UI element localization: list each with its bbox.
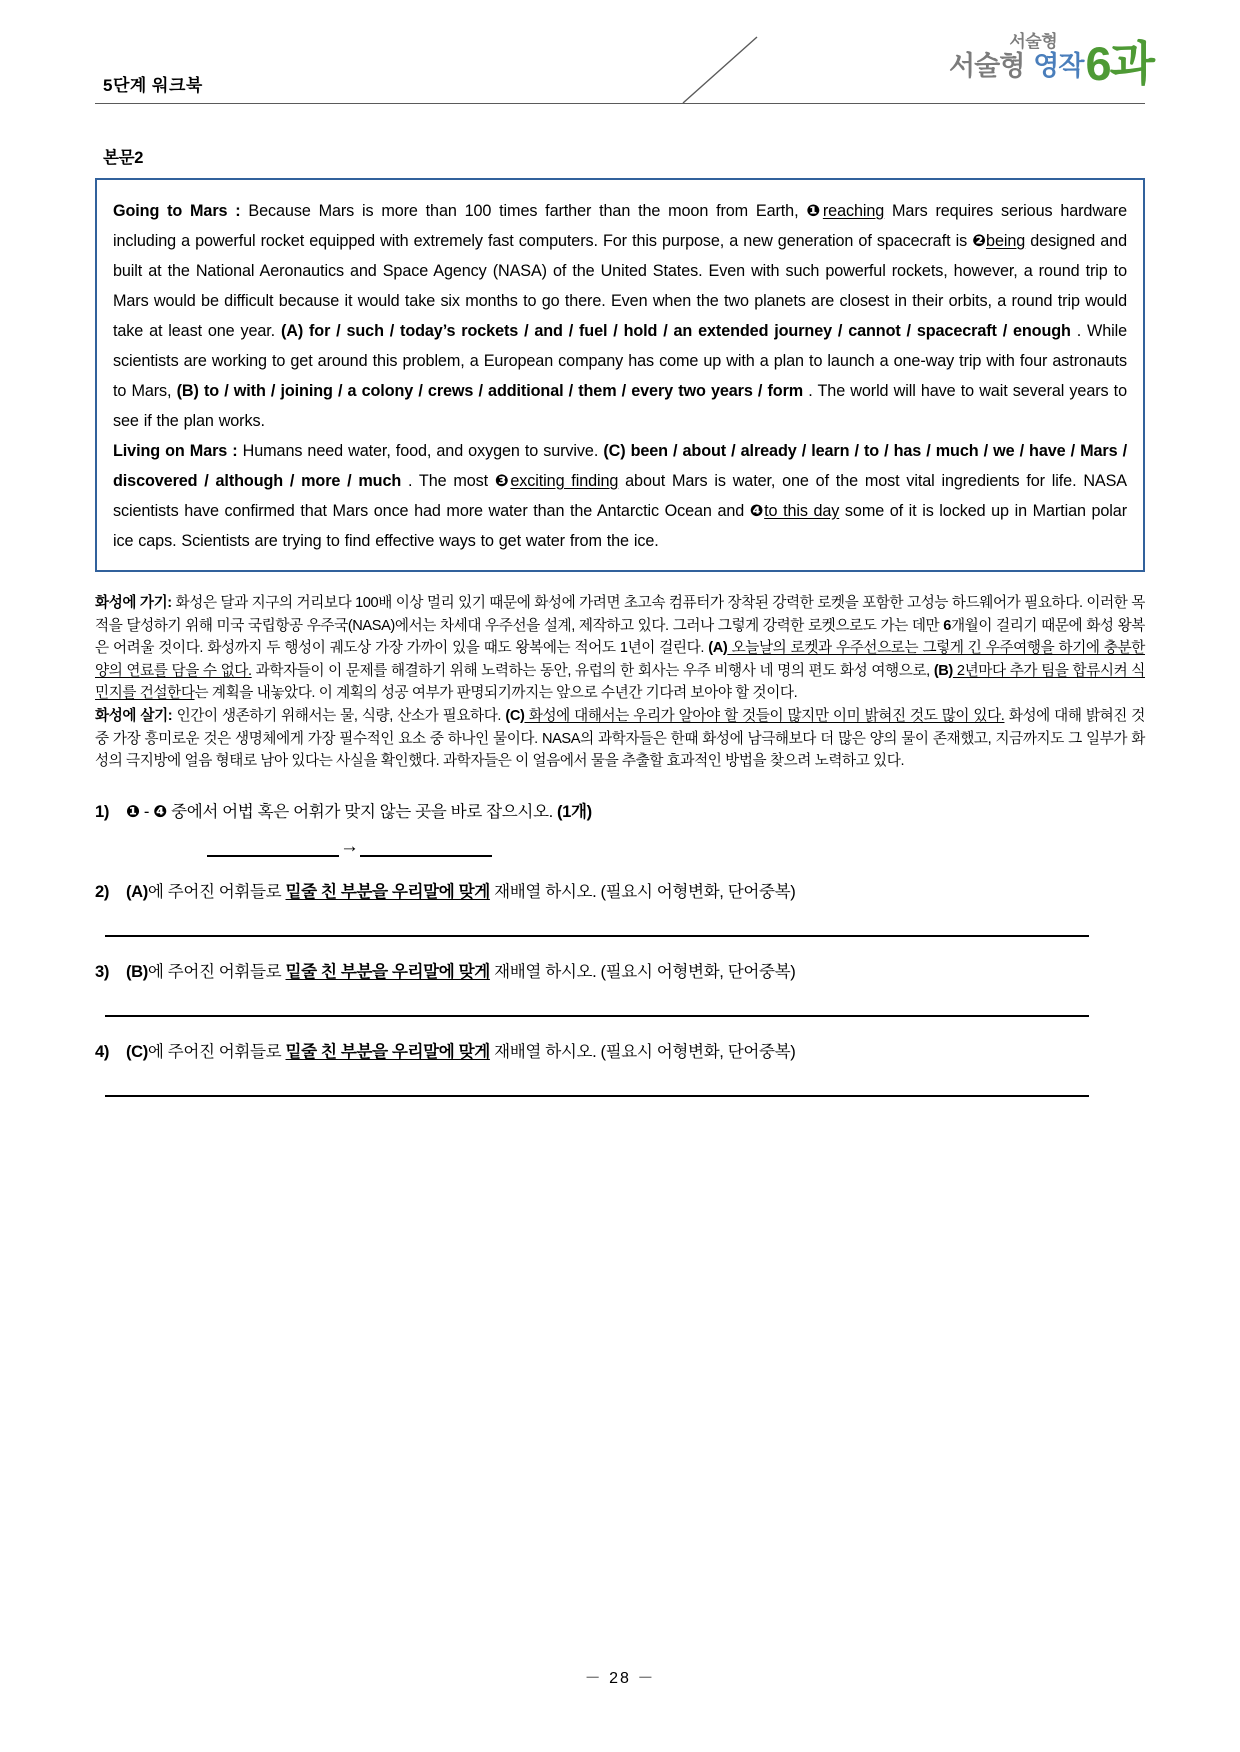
marker-2-icon: ❷ bbox=[972, 232, 987, 250]
underlined-reaching: reaching bbox=[822, 202, 885, 220]
question-1-count: (1개) bbox=[557, 801, 592, 821]
korean-paragraph-living-on-mars bbox=[95, 705, 1145, 773]
passage-seg-4: . While scientists are working to get around this problem, a European company has come up with a plan to launch a one-way trip with four astronauts to Mars, bbox=[113, 322, 1127, 400]
question-1-marker-from-icon: ❶ bbox=[126, 801, 140, 821]
passage-seg-5: . The world will have to wait several years to see if the plan works. bbox=[113, 382, 1127, 430]
passage-colon-2: : bbox=[227, 442, 243, 460]
badge-main-row bbox=[949, 53, 1083, 80]
sequence-c-words: been / about / already / learn / to / has / much / we / have / Mars / discovered / although / more / much bbox=[113, 442, 1127, 490]
sequence-b-words: to / with / joining / a colony / crews / additional / them / every two years / form bbox=[198, 382, 804, 400]
question-1-answer-row bbox=[207, 837, 1145, 857]
sequence-a-words: for / such / today’s rockets / and / fuel / hold / an extended journey / cannot / spacecraft / enough bbox=[303, 322, 1071, 340]
korean-label-b: (B) bbox=[933, 662, 953, 679]
question-4-seg-1: 에 주어진 어휘들로 bbox=[147, 1041, 286, 1061]
korean-seg-6: 화성에 대해 밝혀진 것 중 가장 흥미로운 것은 생명체에게 가장 필수적인 요소 중 하나인 물이다. NASA의 과학자들은 한때 화성에 남극해보다 더 많은 양의 물이 존재했고, 지금까지도 그 일부가 화성의 극지방에 얼음 형태로 남아 있다는 사실을 확인했다. 과학자들은 이 얼음에서 물을 추출할 효과적인 방법을 찾으려 노력하고 있다. bbox=[95, 707, 1145, 770]
question-2-tail: (필요시 어형변화, 단어중복) bbox=[600, 881, 796, 901]
question-3-answer-line[interactable] bbox=[105, 1015, 1089, 1017]
korean-heading-living-on-mars: 화성에 살기: bbox=[95, 707, 173, 724]
badge-text-stack bbox=[949, 33, 1083, 84]
korean-translation-block bbox=[95, 592, 1145, 773]
passage-paragraph-living-on-mars bbox=[113, 436, 1127, 556]
question-4-text bbox=[126, 1039, 1145, 1065]
passage-seg-3: designed and built at the National Aeronautics and Space Agency (NASA) of the United States. Even with such powerful rockets, however, a round trip to Mars would be difficult because it would take six months to go there. Even when the two planets are closest in their orbits, a round trip would take at least one year. bbox=[113, 232, 1127, 340]
question-3-seg-2: 재배열 하시오. bbox=[489, 961, 601, 981]
sequence-a-label: (A) bbox=[280, 322, 304, 340]
passage-paragraph-going-to-mars bbox=[113, 196, 1127, 436]
korean-heading-going-to-mars: 화성에 가기: bbox=[95, 595, 172, 611]
korean-bold-six: 6 bbox=[943, 617, 951, 634]
lesson-badge bbox=[949, 0, 1153, 90]
question-1-number: 1) bbox=[95, 801, 109, 821]
section-label: 본문2 bbox=[103, 149, 144, 167]
arrow-icon: → bbox=[340, 836, 359, 858]
question-3-number: 3) bbox=[95, 961, 109, 981]
question-2-text bbox=[126, 879, 1145, 905]
korean-label-c: (C) bbox=[505, 707, 525, 724]
question-2-underlined: 밑줄 친 부분을 우리말에 맞게 bbox=[285, 881, 490, 901]
korean-label-a: (A) bbox=[708, 640, 728, 657]
questions-section bbox=[95, 799, 1145, 1097]
question-4-label: (C) bbox=[126, 1041, 148, 1061]
question-1-answer-blank-right[interactable] bbox=[360, 837, 492, 857]
question-3-seg-1: 에 주어진 어휘들로 bbox=[147, 961, 286, 981]
question-item-2 bbox=[95, 879, 1145, 905]
korean-seg-5: 인간이 생존하기 위해서는 물, 식량, 산소가 필요하다. bbox=[172, 707, 506, 724]
question-4-answer-line[interactable] bbox=[105, 1095, 1089, 1097]
question-item-3 bbox=[95, 959, 1145, 985]
question-3-underlined: 밑줄 친 부분을 우리말에 맞게 bbox=[285, 961, 490, 981]
question-2-answer-line[interactable] bbox=[105, 935, 1089, 937]
badge-superscript-label: 서술형 bbox=[1009, 32, 1058, 51]
question-3-tail: (필요시 어형변화, 단어중복) bbox=[600, 961, 796, 981]
sequence-b-label: (B) bbox=[176, 382, 199, 400]
korean-seg-4: 는 계획을 내놓았다. 이 계획의 성공 여부가 판명되기까지는 앞으로 수년간 기다려 보아야 할 것이다. bbox=[194, 685, 798, 702]
korean-seg-3: 과학자들이 이 문제를 해결하기 위해 노력하는 동안, 유럽의 한 회사는 우주 비행사 네 명의 편도 화성 여행으로, bbox=[251, 662, 934, 679]
workbook-title: 5단계 워크북 bbox=[103, 76, 203, 95]
question-3-label: (B) bbox=[126, 961, 148, 981]
badge-lesson-number: 6과 bbox=[1085, 36, 1153, 90]
passage-seg-6: Humans need water, food, and oxygen to survive. bbox=[242, 442, 604, 460]
marker-3-icon: ❸ bbox=[494, 472, 511, 490]
passage-heading-living-on-mars: Living on Mars bbox=[113, 442, 228, 460]
page-header bbox=[95, 0, 1153, 118]
question-4-tail: (필요시 어형변화, 단어중복) bbox=[600, 1041, 796, 1061]
passage-box bbox=[95, 178, 1145, 572]
passage-seg-1: Because Mars is more than 100 times farther than the moon from Earth, bbox=[248, 202, 807, 220]
header-divider bbox=[95, 103, 1145, 104]
badge-blue-label: 영작 bbox=[1033, 51, 1084, 81]
question-4-seg-2: 재배열 하시오. bbox=[489, 1041, 601, 1061]
underlined-exciting-finding: exciting finding bbox=[510, 472, 619, 490]
korean-underlined-c: 화성에 대해서는 우리가 알아야 할 것들이 많지만 이미 밝혀진 것도 많이 있다. bbox=[524, 707, 1005, 724]
question-item-4 bbox=[95, 1039, 1145, 1065]
question-2-seg-1: 에 주어진 어휘들로 bbox=[147, 881, 286, 901]
question-1-dash: - bbox=[139, 801, 154, 821]
underlined-being: being bbox=[986, 232, 1026, 250]
marker-4-icon: ❹ bbox=[749, 502, 765, 520]
badge-gray-label: 서술형 bbox=[949, 51, 1025, 81]
korean-seg-2: 개월이 걸리기 때문에 화성 왕복은 어려울 것이다. 화성까지 두 행성이 궤도상 가장 가까이 있을 때도 왕복에는 적어도 1년이 걸린다. bbox=[95, 617, 1145, 657]
passage-heading-going-to-mars: Going to Mars bbox=[113, 202, 228, 220]
passage-seg-9: some of it is locked up in Martian polar ice caps. Scientists are trying to find effective ways to get water from the ice. bbox=[113, 502, 1127, 550]
header-slash-decoration bbox=[681, 36, 759, 104]
question-2-seg-2: 재배열 하시오. bbox=[489, 881, 601, 901]
passage-colon-1: : bbox=[227, 202, 249, 220]
question-item-1 bbox=[95, 799, 1145, 825]
question-3-text bbox=[126, 959, 1145, 985]
passage-seg-2: Mars requires serious hardware including a powerful rocket equipped with extremely fast computers. For this purpose, a new generation of spacecraft is bbox=[113, 202, 1128, 250]
question-1-marker-to-icon: ❹ bbox=[153, 801, 167, 821]
korean-underlined-b: 2년마다 추가 팀을 합류시켜 식민지를 건설한다 bbox=[95, 662, 1145, 702]
underlined-to-this-day: to this day bbox=[764, 502, 840, 520]
korean-seg-1: 화성은 달과 지구의 거리보다 100배 이상 멀리 있기 때문에 화성에 가려면 초고속 컴퓨터가 장착된 강력한 로켓을 포함한 고성능 하드웨어가 필요하다. 이러한 목적을 달성하기 위해 미국 국립항공 우주국(NASA)에서는 차세대 우주선을 설계, 제작하고 있다. 그러나 그렇게 강력한 로켓으로도 가는 데만 bbox=[95, 595, 1145, 634]
question-2-label: (A) bbox=[126, 881, 148, 901]
passage-seg-7: . The most bbox=[401, 472, 495, 490]
korean-underlined-a: 오늘날의 로켓과 우주선으로는 그렇게 긴 우주여행을 하기에 충분한 양의 연료를 담을 수 없다. bbox=[95, 640, 1145, 679]
marker-1-icon: ❶ bbox=[806, 202, 823, 220]
question-1-text bbox=[126, 799, 1145, 825]
page-footer: － 28 － bbox=[584, 1670, 656, 1687]
question-1-prompt: 중에서 어법 혹은 어휘가 맞지 않는 곳을 바로 잡으시오. bbox=[166, 801, 558, 821]
question-4-number: 4) bbox=[95, 1041, 109, 1061]
question-2-number: 2) bbox=[95, 881, 109, 901]
korean-paragraph-going-to-mars bbox=[95, 592, 1145, 705]
sequence-c-label: (C) bbox=[603, 442, 626, 460]
passage-seg-8: about Mars is water, one of the most vital ingredients for life. NASA scientists have confirmed that Mars once had more water than the Antarctic Ocean and bbox=[113, 472, 1127, 520]
question-4-underlined: 밑줄 친 부분을 우리말에 맞게 bbox=[285, 1041, 490, 1061]
question-1-answer-blank-left[interactable] bbox=[207, 837, 339, 857]
